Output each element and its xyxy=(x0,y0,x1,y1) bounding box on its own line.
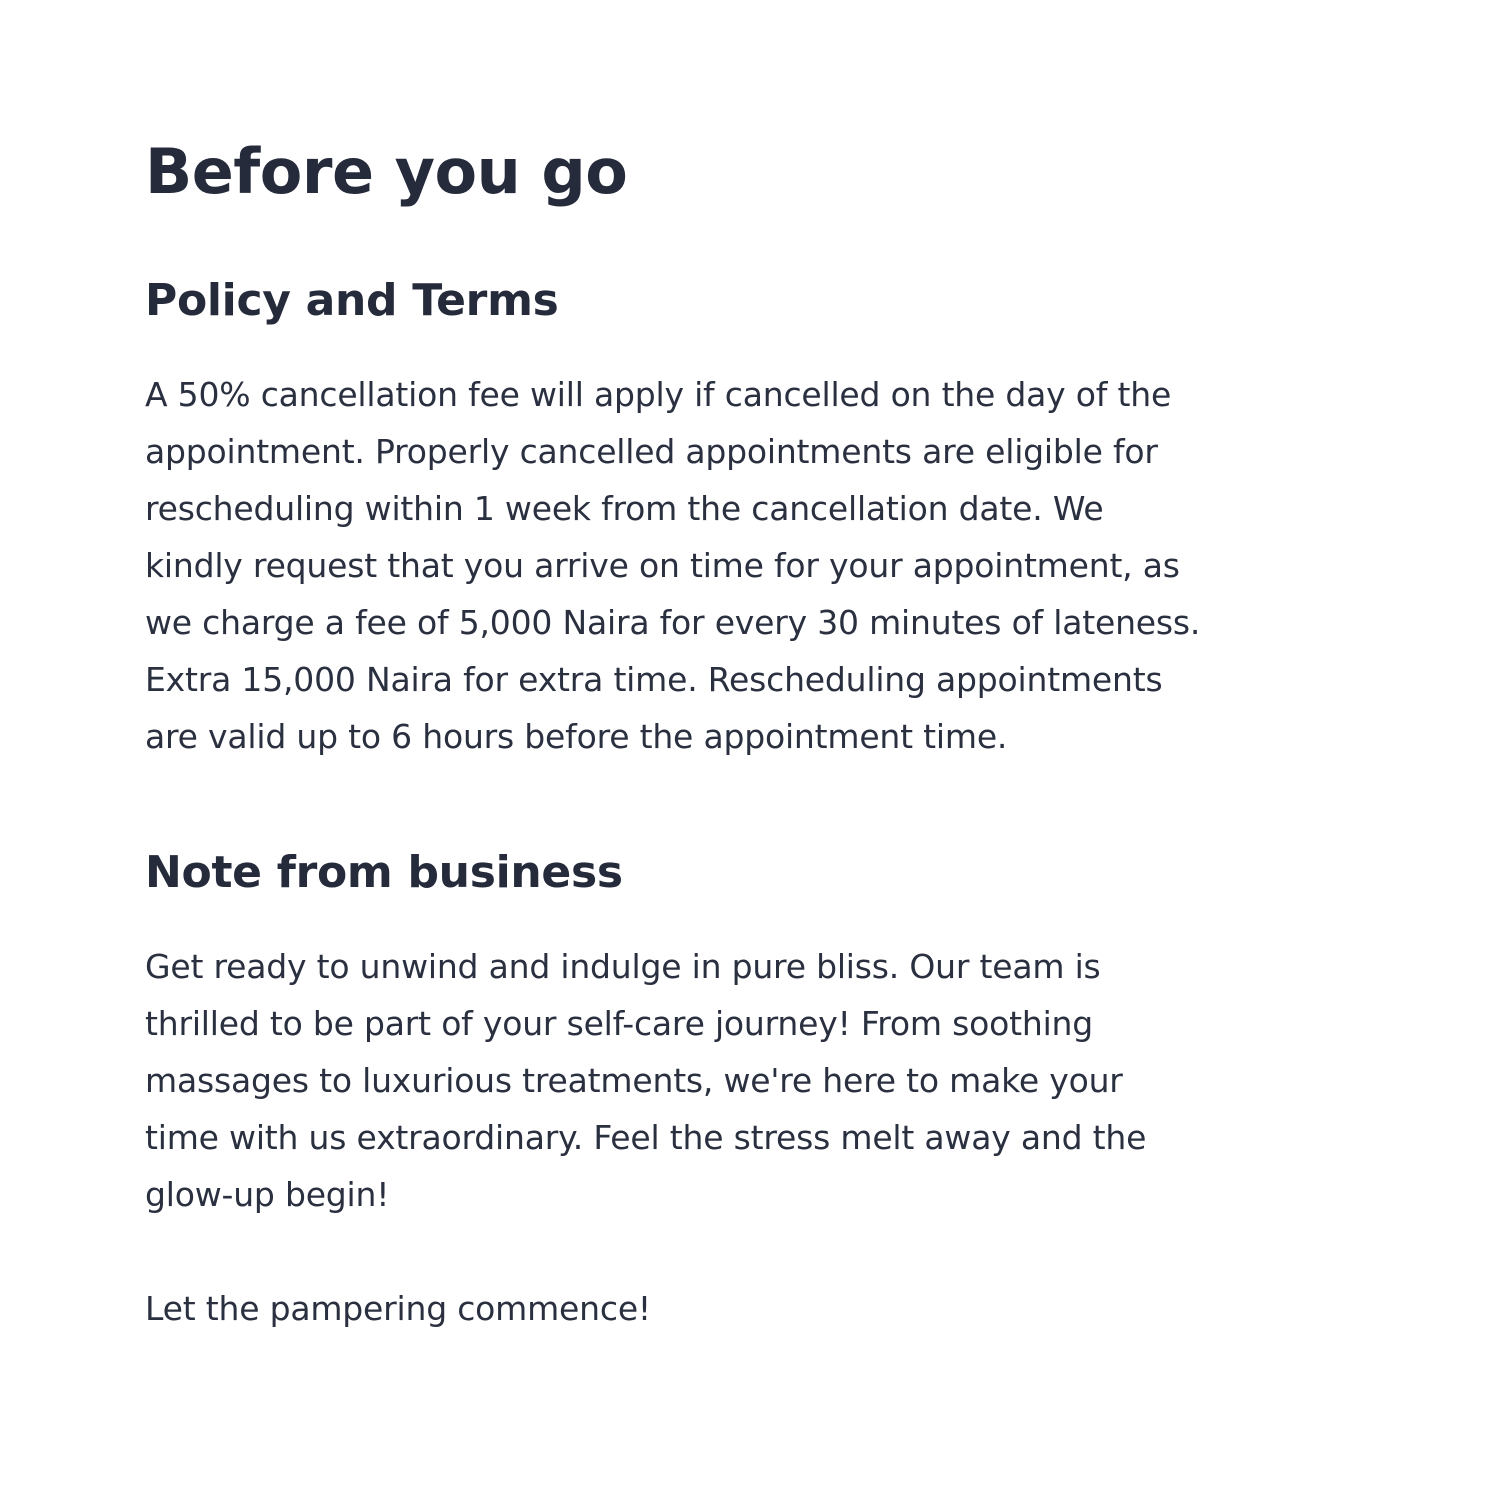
note-line: massages to luxurious treatments, we're here to make your xyxy=(145,1061,1123,1100)
policy-line: rescheduling within 1 week from the cancellation date. We xyxy=(145,489,1104,528)
policy-text xyxy=(145,366,1200,765)
page-title: Before you go xyxy=(145,135,628,208)
policy-line: appointment. Properly cancelled appointments are eligible for xyxy=(145,432,1158,471)
policy-line: A 50% cancellation fee will apply if cancelled on the day of the xyxy=(145,375,1172,414)
note-line: thrilled to be part of your self-care journey! From soothing xyxy=(145,1004,1093,1043)
policy-line: we charge a fee of 5,000 Naira for every 30 minutes of lateness. xyxy=(145,603,1201,642)
note-line: Get ready to unwind and indulge in pure bliss. Our team is xyxy=(145,947,1101,986)
policy-line: kindly request that you arrive on time for your appointment, as xyxy=(145,546,1180,585)
policy-line: Extra 15,000 Naira for extra time. Rescheduling appointments xyxy=(145,660,1163,699)
note-line: time with us extraordinary. Feel the stress melt away and the xyxy=(145,1118,1147,1157)
policy-heading: Policy and Terms xyxy=(145,275,559,326)
note-heading: Note from business xyxy=(145,847,623,898)
policy-line: are valid up to 6 hours before the appointment time. xyxy=(145,717,1008,756)
note-text xyxy=(145,938,1146,1223)
note-line: glow-up begin! xyxy=(145,1175,390,1214)
note-closing: Let the pampering commence! xyxy=(145,1289,651,1328)
